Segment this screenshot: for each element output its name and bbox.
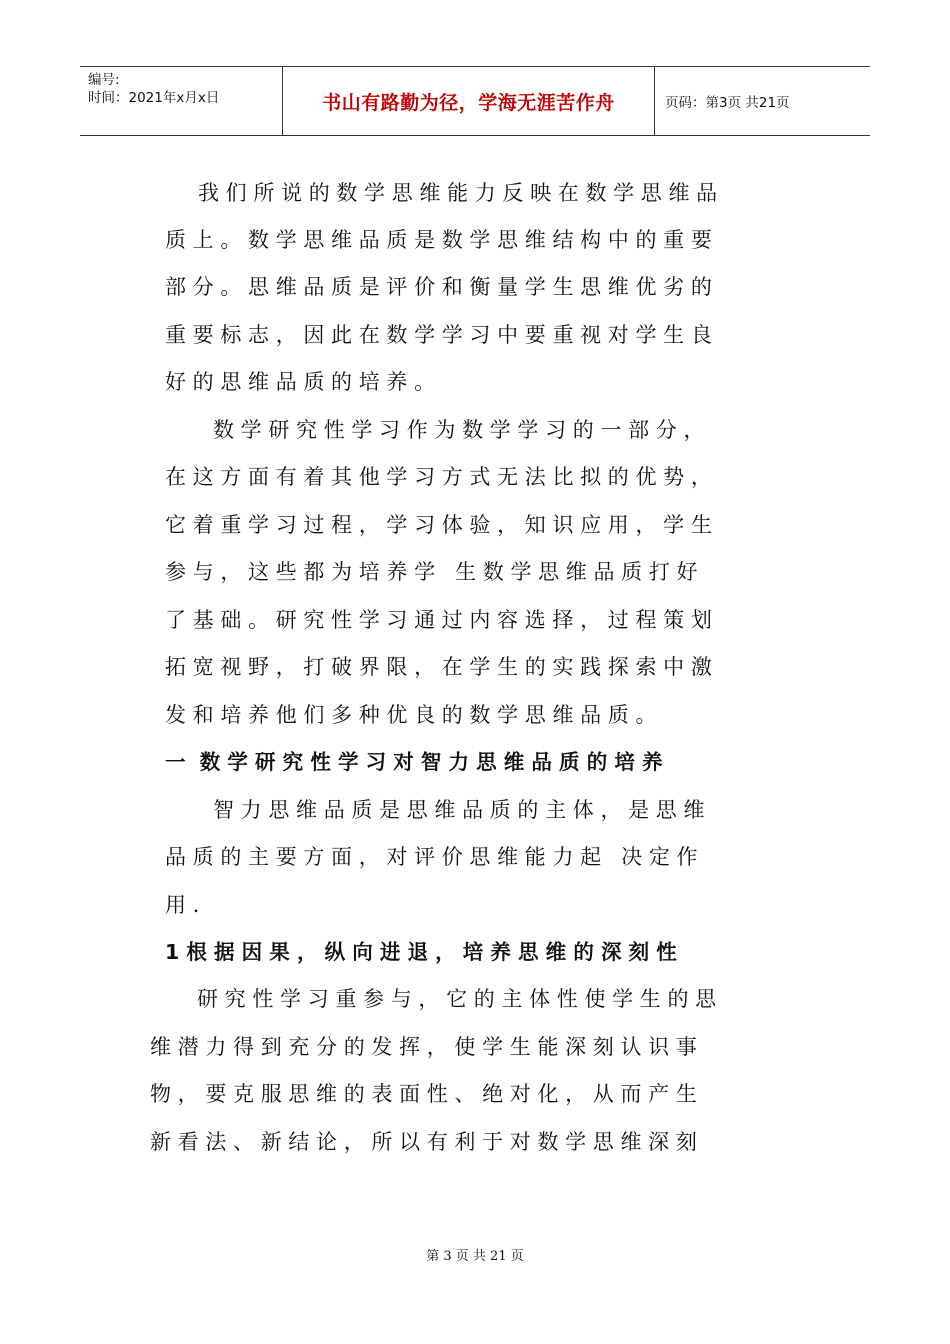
paragraph-4-line-4: 新 看 法 、 新 结 论 ， 所 以 有 利 于 对 数 学 思 维 深 刻 [150, 1130, 697, 1154]
motto-text: 书山有路勤为径，学海无涯苦作舟 [322, 91, 615, 114]
paragraph-2-line-4: 参 与 ， 这 些 都 为 培 养 学 生 数 学 思 维 品 质 打 好 [165, 560, 698, 584]
section-heading-1: 一 数 学 研 究 性 学 习 对 智 力 思 维 品 质 的 培 养 [165, 750, 663, 774]
paragraph-3-line-1: 智 力 思 维 品 质 是 思 维 品 质 的 主 体 ， 是 思 维 [213, 798, 705, 822]
paragraph-1-line-1: 我 们 所 说 的 数 学 思 维 能 力 反 映 在 数 学 思 维 品 [198, 181, 718, 205]
document-number-label: 编号: [88, 72, 120, 88]
page-footer: 第 3 页 共 21 页 [426, 1249, 524, 1264]
header-page-info [655, 67, 870, 135]
paragraph-1-line-4: 重 要 标 志 ， 因 此 在 数 学 学 习 中 要 重 视 对 学 生 良 [165, 323, 712, 347]
paragraph-2-line-1: 数 学 研 究 性 学 习 作 为 数 学 学 习 的 一 部 分 ， [213, 418, 705, 442]
page-header [80, 66, 870, 136]
paragraph-4-line-1: 研 究 性 学 习 重 参 与 ， 它 的 主 体 性 使 学 生 的 思 [197, 987, 717, 1011]
paragraph-2-line-6: 拓 宽 视 野 ， 打 破 界 限 ， 在 学 生 的 实 践 探 索 中 激 [165, 655, 712, 679]
paragraph-2-line-2: 在 这 方 面 有 着 其 他 学 习 方 式 无 法 比 拟 的 优 势 ， [165, 465, 712, 489]
paragraph-1-line-5: 好 的 思 维 品 质 的 培 养 。 [165, 370, 436, 394]
paragraph-2-line-7: 发 和 培 养 他 们 多 种 优 良 的 数 学 思 维 品 质 。 [165, 703, 657, 727]
document-date: 时间：2021年x月x日 [88, 90, 220, 106]
paragraph-1-line-2: 质 上 。 数 学 思 维 品 质 是 数 学 思 维 结 构 中 的 重 要 [165, 228, 712, 252]
header-meta [80, 67, 283, 135]
paragraph-2-line-5: 了 基 础 。 研 究 性 学 习 通 过 内 容 选 择 ， 过 程 策 划 [165, 608, 712, 632]
paragraph-1-line-3: 部 分 。 思 维 品 质 是 评 价 和 衡 量 学 生 思 维 优 劣 的 [165, 275, 712, 299]
paragraph-4-line-3: 物 ， 要 克 服 思 维 的 表 面 性 、 绝 对 化 ， 从 而 产 生 [150, 1082, 697, 1106]
header-motto [283, 67, 655, 135]
page-info-text: 页码：第3页 共21页 [665, 95, 790, 111]
paragraph-4-line-2: 维 潜 力 得 到 充 分 的 发 挥 ， 使 学 生 能 深 刻 认 识 事 [150, 1035, 697, 1059]
paragraph-3-line-2: 品 质 的 主 要 方 面 ， 对 评 价 思 维 能 力 起 决 定 作 [165, 845, 698, 869]
paragraph-2-line-3: 它 着 重 学 习 过 程 ， 学 习 体 验 ， 知 识 应 用 ， 学 生 [165, 513, 712, 537]
section-heading-2: 1 根 据 因 果 ， 纵 向 进 退 ， 培 养 思 维 的 深 刻 性 [165, 940, 677, 964]
paragraph-3-line-3: 用 . [165, 893, 200, 917]
